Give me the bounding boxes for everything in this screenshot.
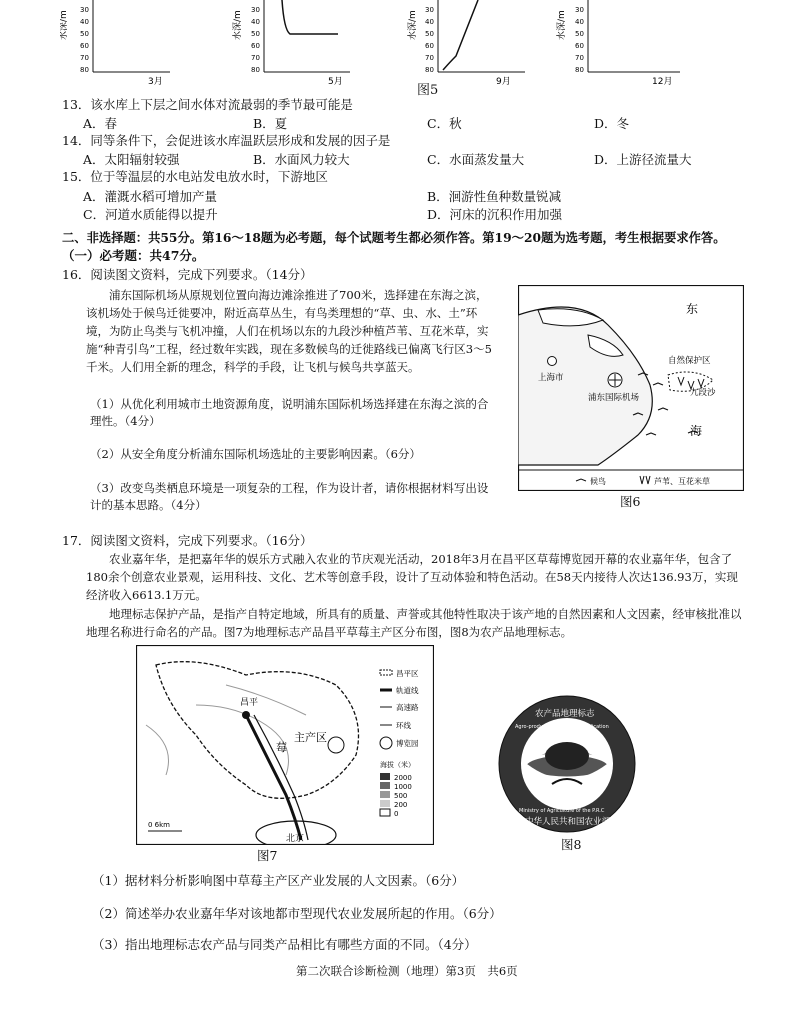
sea-label-sea: 海 xyxy=(690,424,703,438)
svg-text:轨道线: 轨道线 xyxy=(396,686,419,695)
figure-7-map xyxy=(136,645,434,845)
svg-text:水深/m: 水深/m xyxy=(233,10,243,40)
q15-option-d: D．河床的沉积作用加强 xyxy=(427,207,563,222)
logo-en-text: Agro-product Geographical Indication xyxy=(515,724,609,730)
shoal-label: 九段沙 xyxy=(690,388,716,398)
q15-option-b: B．洄游性鱼种数量锐减 xyxy=(427,189,562,204)
svg-text:40: 40 xyxy=(575,18,584,26)
zone-label: 莓 xyxy=(276,741,287,754)
svg-text:60: 60 xyxy=(80,42,89,50)
scale-label: 0 6km xyxy=(148,821,171,829)
fig5-panel-3 xyxy=(406,0,525,87)
svg-text:60: 60 xyxy=(575,42,584,50)
legend-plant: 芦苇、互花米草 xyxy=(654,477,710,486)
zone-main-label: 主产区 xyxy=(294,731,327,744)
svg-text:50: 50 xyxy=(80,30,89,38)
changping-label: 昌平 xyxy=(240,698,259,708)
svg-text:70: 70 xyxy=(575,54,584,62)
svg-text:70: 70 xyxy=(425,54,434,62)
section2-title: 二、非选择题：共55分。第16～18题为必考题，每个试题考生都必须作答。第19～20题为选考题，考生根据要求作答。 xyxy=(62,230,726,245)
beijing-label: 北京 xyxy=(286,834,305,844)
city-marker xyxy=(548,357,557,366)
q15-option-a: A．灌溉水稻可增加产量 xyxy=(83,189,218,204)
svg-text:40: 40 xyxy=(80,18,89,26)
svg-text:海拔（米）: 海拔（米） xyxy=(380,761,415,769)
q13-option-b: B．夏 xyxy=(253,116,288,131)
reserve-label: 自然保护区 xyxy=(668,356,711,366)
fig5-curve-2 xyxy=(282,0,338,34)
agri-gi-logo xyxy=(497,694,637,834)
q14-option-b: B．水面风力较大 xyxy=(253,152,350,167)
svg-text:昌平区: 昌平区 xyxy=(396,669,419,678)
changping-marker xyxy=(242,711,250,719)
q13-stem: 13．该水库上下层之间水体对流最弱的季节最可能是 xyxy=(62,97,353,112)
figure-5-graphs xyxy=(60,0,760,100)
q14-option-c: C．水面蒸发量大 xyxy=(427,152,525,167)
section2-sub: （一）必考题：共47分。 xyxy=(62,248,205,263)
figure-6 xyxy=(518,285,744,491)
svg-text:80: 80 xyxy=(80,66,89,74)
page-footer: 第二次联合诊断检测（地理）第3页 共6页 xyxy=(296,964,518,978)
svg-text:60: 60 xyxy=(251,42,260,50)
logo-bottom-cn: 中华人民共和国农业部 xyxy=(525,817,611,827)
q16-stem: 16．阅读图文资料，完成下列要求。（14分） xyxy=(62,267,313,282)
figure-6-map xyxy=(518,285,744,491)
figure-8-caption: 图8 xyxy=(561,837,582,852)
q14-option-a: A．太阳辐射较强 xyxy=(83,152,180,167)
svg-text:500: 500 xyxy=(394,792,408,800)
q17-sub3: （3）指出地理标志农产品与同类产品相比有哪些方面的不同。（4分） xyxy=(92,937,477,952)
q17-text1: 农业嘉年华，是把嘉年华的娱乐方式融入农业的节庆观光活动，2018年3月在昌平区草莓博览园开幕的农业嘉年华，包含了180余个创意农业景观，运用科技、文化、艺术等创意手段，设计了互动体验和特色活动。在58天内接待人次达136.93万，实现经济收入6613.1万元。 xyxy=(86,552,738,602)
logo-top-text: 农产品地理标志 xyxy=(535,709,595,719)
q16-sub1: （1）从优化利用城市土地资源角度，说明浦东国际机场选择建在东海之滨的合理性。（4分） xyxy=(90,397,489,428)
fig5-panel-1 xyxy=(60,0,170,87)
logo-bottom-en: Ministry of Agriculture of the P.R.C xyxy=(519,808,605,814)
svg-text:水深/m: 水深/m xyxy=(408,10,418,40)
legend-bird: 候鸟 xyxy=(590,477,606,486)
svg-text:50: 50 xyxy=(251,30,260,38)
svg-text:50: 50 xyxy=(425,30,434,38)
q14-stem: 14．同等条件下，会促进该水库温跃层形成和发展的因子是 xyxy=(62,133,391,148)
figure-5-caption: 图5 xyxy=(417,83,439,98)
fig5-month-4: 12月 xyxy=(652,77,673,87)
q13-option-c: C．秋 xyxy=(427,116,462,131)
fig5-curve-3 xyxy=(443,0,478,70)
airport-label: 浦东国际机场 xyxy=(588,393,640,403)
q17-stem: 17．阅读图文资料，完成下列要求。（16分） xyxy=(62,533,313,548)
city-label: 上海市 xyxy=(538,373,564,383)
fig5-month-1: 3月 xyxy=(148,77,163,87)
figure-7 xyxy=(136,645,434,845)
svg-text:70: 70 xyxy=(80,54,89,62)
svg-text:60: 60 xyxy=(425,42,434,50)
svg-text:30: 30 xyxy=(575,6,584,14)
svg-text:40: 40 xyxy=(425,18,434,26)
svg-text:高速路: 高速路 xyxy=(396,703,419,712)
svg-text:200: 200 xyxy=(394,801,408,809)
svg-text:1000: 1000 xyxy=(394,783,412,791)
svg-text:30: 30 xyxy=(80,6,89,14)
figure-5 xyxy=(60,0,760,100)
svg-text:70: 70 xyxy=(251,54,260,62)
q16-sub2: （2）从安全角度分析浦东国际机场选址的主要影响因素。（6分） xyxy=(90,447,421,461)
fig5-month-2: 5月 xyxy=(328,77,343,87)
expo-marker xyxy=(328,737,344,753)
fig5-panel-2 xyxy=(231,0,350,87)
q16-text: 浦东国际机场从原规划位置向海边滩涂推进了700米，选择建在东海之滨，该机场处于候鸟迁徙要冲，附近高草丛生，有鸟类理想的“草、虫、水、土”环境，为防止鸟类与飞机冲撞，人们在机场以东的九段沙种植芦苇、互花米草，实施“种青引鸟”工程，经过数年实践，现在多数候鸟的迁徙路线已偏离飞行区3～5千米。人们用全新的理念，科学的手段，让飞机与候鸟共享蓝天。 xyxy=(86,288,492,374)
figure-7-caption: 图7 xyxy=(257,848,278,863)
svg-text:2000: 2000 xyxy=(394,774,412,782)
q13-option-d: D．冬 xyxy=(594,116,630,131)
svg-text:30: 30 xyxy=(425,6,434,14)
svg-text:30: 30 xyxy=(251,6,260,14)
q15-option-c: C．河道水质能得以提升 xyxy=(83,207,218,222)
q17-text2: 地理标志保护产品，是指产自特定地域，所具有的质量、声誉或其他特性取决于该产地的自然因素和人文因素，经审核批准以地理名称进行命名的产品。图7为地理标志产品昌平草莓主产区分布图，图8为农产品地理标志。 xyxy=(86,607,742,639)
fig5-month-3: 9月 xyxy=(496,77,511,87)
svg-text:80: 80 xyxy=(575,66,584,74)
q13-option-a: A．春 xyxy=(83,116,118,131)
figure-8 xyxy=(497,694,637,834)
q14-option-d: D．上游径流量大 xyxy=(594,152,692,167)
sea-label-east: 东 xyxy=(686,302,699,316)
svg-text:80: 80 xyxy=(251,66,260,74)
svg-text:水深/m: 水深/m xyxy=(557,10,567,40)
q16-sub3: （3）改变鸟类栖息环境是一项复杂的工程，作为设计者，请你根据材料写出设计的基本思路。（4分） xyxy=(90,481,489,512)
fig5-ylabel-1: 水深/m xyxy=(60,10,69,40)
svg-text:80: 80 xyxy=(425,66,434,74)
q17-sub1: （1）据材料分析影响图中草莓主产区产业发展的人文因素。（6分） xyxy=(92,873,465,888)
svg-text:博览园: 博览园 xyxy=(396,739,419,748)
svg-text:40: 40 xyxy=(251,18,260,26)
q17-sub2: （2）简述举办农业嘉年华对该地都市型现代农业发展所起的作用。（6分） xyxy=(92,906,502,921)
svg-text:环线: 环线 xyxy=(396,721,411,730)
q15-stem: 15．位于等温层的水电站发电放水时，下游地区 xyxy=(62,169,328,184)
figure-6-caption: 图6 xyxy=(620,494,641,509)
fig5-panel-4 xyxy=(555,0,680,87)
svg-text:0: 0 xyxy=(394,810,399,818)
svg-text:50: 50 xyxy=(575,30,584,38)
